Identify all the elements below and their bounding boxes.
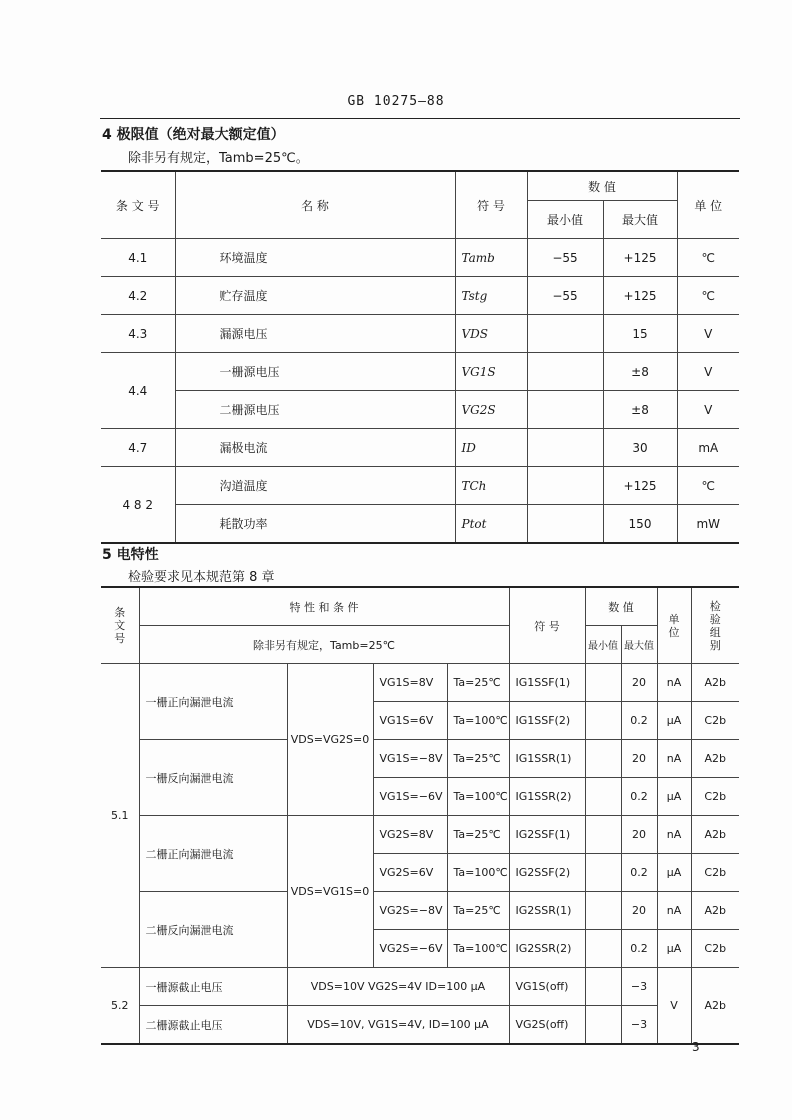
unit-cell: μA — [657, 702, 691, 740]
name-cell: 一栅源电压 — [175, 353, 455, 391]
symbol-cell: IG2SSF(2) — [509, 854, 585, 892]
symbol-cell: VG2S(off) — [509, 1006, 585, 1045]
symbol-cell: IG1SSR(1) — [509, 740, 585, 778]
symbol-cell: IG1SSR(2) — [509, 778, 585, 816]
symbol-cell: Ptot — [455, 505, 527, 544]
group-cell: A2b — [691, 968, 739, 1045]
unit-cell: nA — [657, 664, 691, 702]
unit-cell: ℃ — [677, 277, 739, 315]
unit-cell: μA — [657, 854, 691, 892]
section-5-title: 5 电特性 — [102, 547, 159, 563]
table-row — [101, 353, 739, 391]
unit-cell: mA — [677, 429, 739, 467]
unit-cell: V — [677, 391, 739, 429]
name-cell: 漏极电流 — [175, 429, 455, 467]
temperature-cell: Ta=100℃ — [447, 702, 509, 740]
col-max-header: 最大值 — [621, 626, 657, 664]
name-cell: 沟道温度 — [175, 467, 455, 505]
max-cell: 20 — [621, 816, 657, 854]
group-cell: A2b — [691, 816, 739, 854]
temperature-cell: Ta=100℃ — [447, 930, 509, 968]
col-min-header: 最小值 — [585, 626, 621, 664]
temperature-cell: Ta=25℃ — [447, 816, 509, 854]
name-cell: 环境温度 — [175, 239, 455, 277]
col-value-header: 数 值 — [527, 171, 677, 201]
section-5-note: 检验要求见本规范第 8 章 — [128, 570, 275, 585]
max-cell: −3 — [621, 968, 657, 1006]
unit-cell: ℃ — [677, 239, 739, 277]
max-cell: 20 — [621, 664, 657, 702]
col-unit-header: 单 位 — [657, 587, 691, 664]
symbol-cell: TCh — [455, 467, 527, 505]
condition-cell: VDS=VG2S=0 — [287, 664, 373, 816]
max-cell: ±8 — [603, 391, 677, 429]
symbol-cell: IG2SSR(1) — [509, 892, 585, 930]
unit-cell: mW — [677, 505, 739, 544]
char-note: 除非另有规定，Tamb=25℃ — [139, 626, 509, 664]
max-cell: −3 — [621, 1006, 657, 1045]
voltage-cell: VG2S=−8V — [373, 892, 447, 930]
temperature-cell: Ta=25℃ — [447, 740, 509, 778]
symbol-cell: VDS — [455, 315, 527, 353]
temperature-cell: Ta=100℃ — [447, 778, 509, 816]
voltage-cell: VG2S=−6V — [373, 930, 447, 968]
clause-cell: 4 8 2 — [101, 467, 175, 544]
unit-cell: μA — [657, 930, 691, 968]
voltage-cell: VG2S=6V — [373, 854, 447, 892]
name-cell: 贮存温度 — [175, 277, 455, 315]
voltage-cell: VG1S=8V — [373, 664, 447, 702]
voltage-cell: VG1S=−6V — [373, 778, 447, 816]
name-cell: 耗散功率 — [175, 505, 455, 544]
name-cell: 二栅反向漏泄电流 — [139, 892, 287, 968]
unit-cell: nA — [657, 816, 691, 854]
symbol-cell: IG1SSF(2) — [509, 702, 585, 740]
min-cell — [585, 968, 621, 1006]
min-cell — [527, 429, 603, 467]
max-cell: +125 — [603, 467, 677, 505]
min-cell — [585, 892, 621, 930]
voltage-cell: VG1S=−8V — [373, 740, 447, 778]
col-value-header: 数 值 — [585, 587, 657, 626]
temperature-cell: Ta=100℃ — [447, 854, 509, 892]
page-number: 3 — [692, 1040, 700, 1054]
col-max-header: 最大值 — [603, 201, 677, 239]
table-row — [101, 239, 739, 277]
table-row — [101, 505, 739, 544]
table-row — [101, 664, 739, 702]
col-name-header: 名 称 — [175, 171, 455, 239]
symbol-cell: IG2SSF(1) — [509, 816, 585, 854]
name-cell: 漏源电压 — [175, 315, 455, 353]
electrical-characteristics-table — [101, 586, 739, 1045]
unit-cell: V — [677, 315, 739, 353]
min-cell — [585, 740, 621, 778]
symbol-cell: Tstg — [455, 277, 527, 315]
group-cell: A2b — [691, 740, 739, 778]
max-cell: 0.2 — [621, 854, 657, 892]
min-cell — [527, 315, 603, 353]
col-clause-header: 条文号 — [101, 587, 139, 664]
group-cell: C2b — [691, 930, 739, 968]
symbol-cell: ID — [455, 429, 527, 467]
group-cell: C2b — [691, 854, 739, 892]
symbol-cell: VG1S — [455, 353, 527, 391]
unit-cell: μA — [657, 778, 691, 816]
clause-cell: 5.2 — [101, 968, 139, 1045]
min-cell — [585, 1006, 621, 1045]
symbol-cell: VG2S — [455, 391, 527, 429]
voltage-cell: VG2S=8V — [373, 816, 447, 854]
section-4-note: 除非另有规定，Tamb=25℃。 — [128, 151, 309, 166]
section-4-title: 4 极限值（绝对最大额定值） — [102, 127, 285, 143]
col-symbol-header: 符 号 — [455, 171, 527, 239]
col-char-header: 特 性 和 条 件 — [139, 587, 509, 626]
max-cell: 20 — [621, 892, 657, 930]
table-row — [101, 429, 739, 467]
min-cell — [585, 778, 621, 816]
name-cell: 二栅源截止电压 — [139, 1006, 287, 1045]
document-code: GB 10275—88 — [347, 94, 445, 109]
col-group-header: 检验组别 — [691, 587, 739, 664]
temperature-cell: Ta=25℃ — [447, 664, 509, 702]
name-cell: 一栅正向漏泄电流 — [139, 664, 287, 740]
name-cell: 一栅反向漏泄电流 — [139, 740, 287, 816]
max-cell: 0.2 — [621, 778, 657, 816]
table-row — [101, 391, 739, 429]
min-cell — [585, 816, 621, 854]
name-cell: 二栅正向漏泄电流 — [139, 816, 287, 892]
name-cell: 一栅源截止电压 — [139, 968, 287, 1006]
col-min-header: 最小值 — [527, 201, 603, 239]
table-row — [101, 892, 739, 930]
condition-cell: VDS=10V VG2S=4V ID=100 μA — [287, 968, 509, 1006]
min-cell — [527, 505, 603, 544]
col-clause-header: 条 文 号 — [101, 171, 175, 239]
max-cell: 20 — [621, 740, 657, 778]
symbol-cell: IG2SSR(2) — [509, 930, 585, 968]
table-row — [101, 467, 739, 505]
max-cell: 0.2 — [621, 702, 657, 740]
unit-cell: V — [657, 968, 691, 1045]
group-cell: C2b — [691, 702, 739, 740]
min-cell — [527, 353, 603, 391]
unit-cell: V — [677, 353, 739, 391]
max-cell: 0.2 — [621, 930, 657, 968]
table-row — [101, 968, 739, 1006]
clause-cell: 4.2 — [101, 277, 175, 315]
min-cell: −55 — [527, 239, 603, 277]
symbol-cell: VG1S(off) — [509, 968, 585, 1006]
table-row — [101, 277, 739, 315]
min-cell — [527, 467, 603, 505]
min-cell — [585, 930, 621, 968]
max-cell: +125 — [603, 239, 677, 277]
max-cell: 150 — [603, 505, 677, 544]
group-cell: A2b — [691, 892, 739, 930]
max-cell: 30 — [603, 429, 677, 467]
min-cell — [585, 702, 621, 740]
min-cell — [585, 854, 621, 892]
col-unit-header: 单 位 — [677, 171, 739, 239]
symbol-cell: Tamb — [455, 239, 527, 277]
max-cell: ±8 — [603, 353, 677, 391]
table-row — [101, 315, 739, 353]
condition-cell: VDS=VG1S=0 — [287, 816, 373, 968]
group-cell: A2b — [691, 664, 739, 702]
header-rule — [100, 118, 740, 119]
unit-cell: nA — [657, 892, 691, 930]
table-row — [101, 816, 739, 854]
clause-cell: 4.1 — [101, 239, 175, 277]
symbol-cell: IG1SSF(1) — [509, 664, 585, 702]
col-symbol-header: 符 号 — [509, 587, 585, 664]
clause-cell: 4.4 — [101, 353, 175, 429]
clause-cell: 5.1 — [101, 664, 139, 968]
limits-table — [101, 170, 739, 544]
group-cell: C2b — [691, 778, 739, 816]
min-cell — [527, 391, 603, 429]
condition-cell: VDS=10V, VG1S=4V, ID=100 μA — [287, 1006, 509, 1045]
name-cell: 二栅源电压 — [175, 391, 455, 429]
max-cell: 15 — [603, 315, 677, 353]
unit-cell: nA — [657, 740, 691, 778]
clause-cell: 4.7 — [101, 429, 175, 467]
table-row — [101, 1006, 739, 1045]
min-cell: −55 — [527, 277, 603, 315]
min-cell — [585, 664, 621, 702]
table-row — [101, 740, 739, 778]
unit-cell: ℃ — [677, 467, 739, 505]
voltage-cell: VG1S=6V — [373, 702, 447, 740]
clause-cell: 4.3 — [101, 315, 175, 353]
temperature-cell: Ta=25℃ — [447, 892, 509, 930]
max-cell: +125 — [603, 277, 677, 315]
